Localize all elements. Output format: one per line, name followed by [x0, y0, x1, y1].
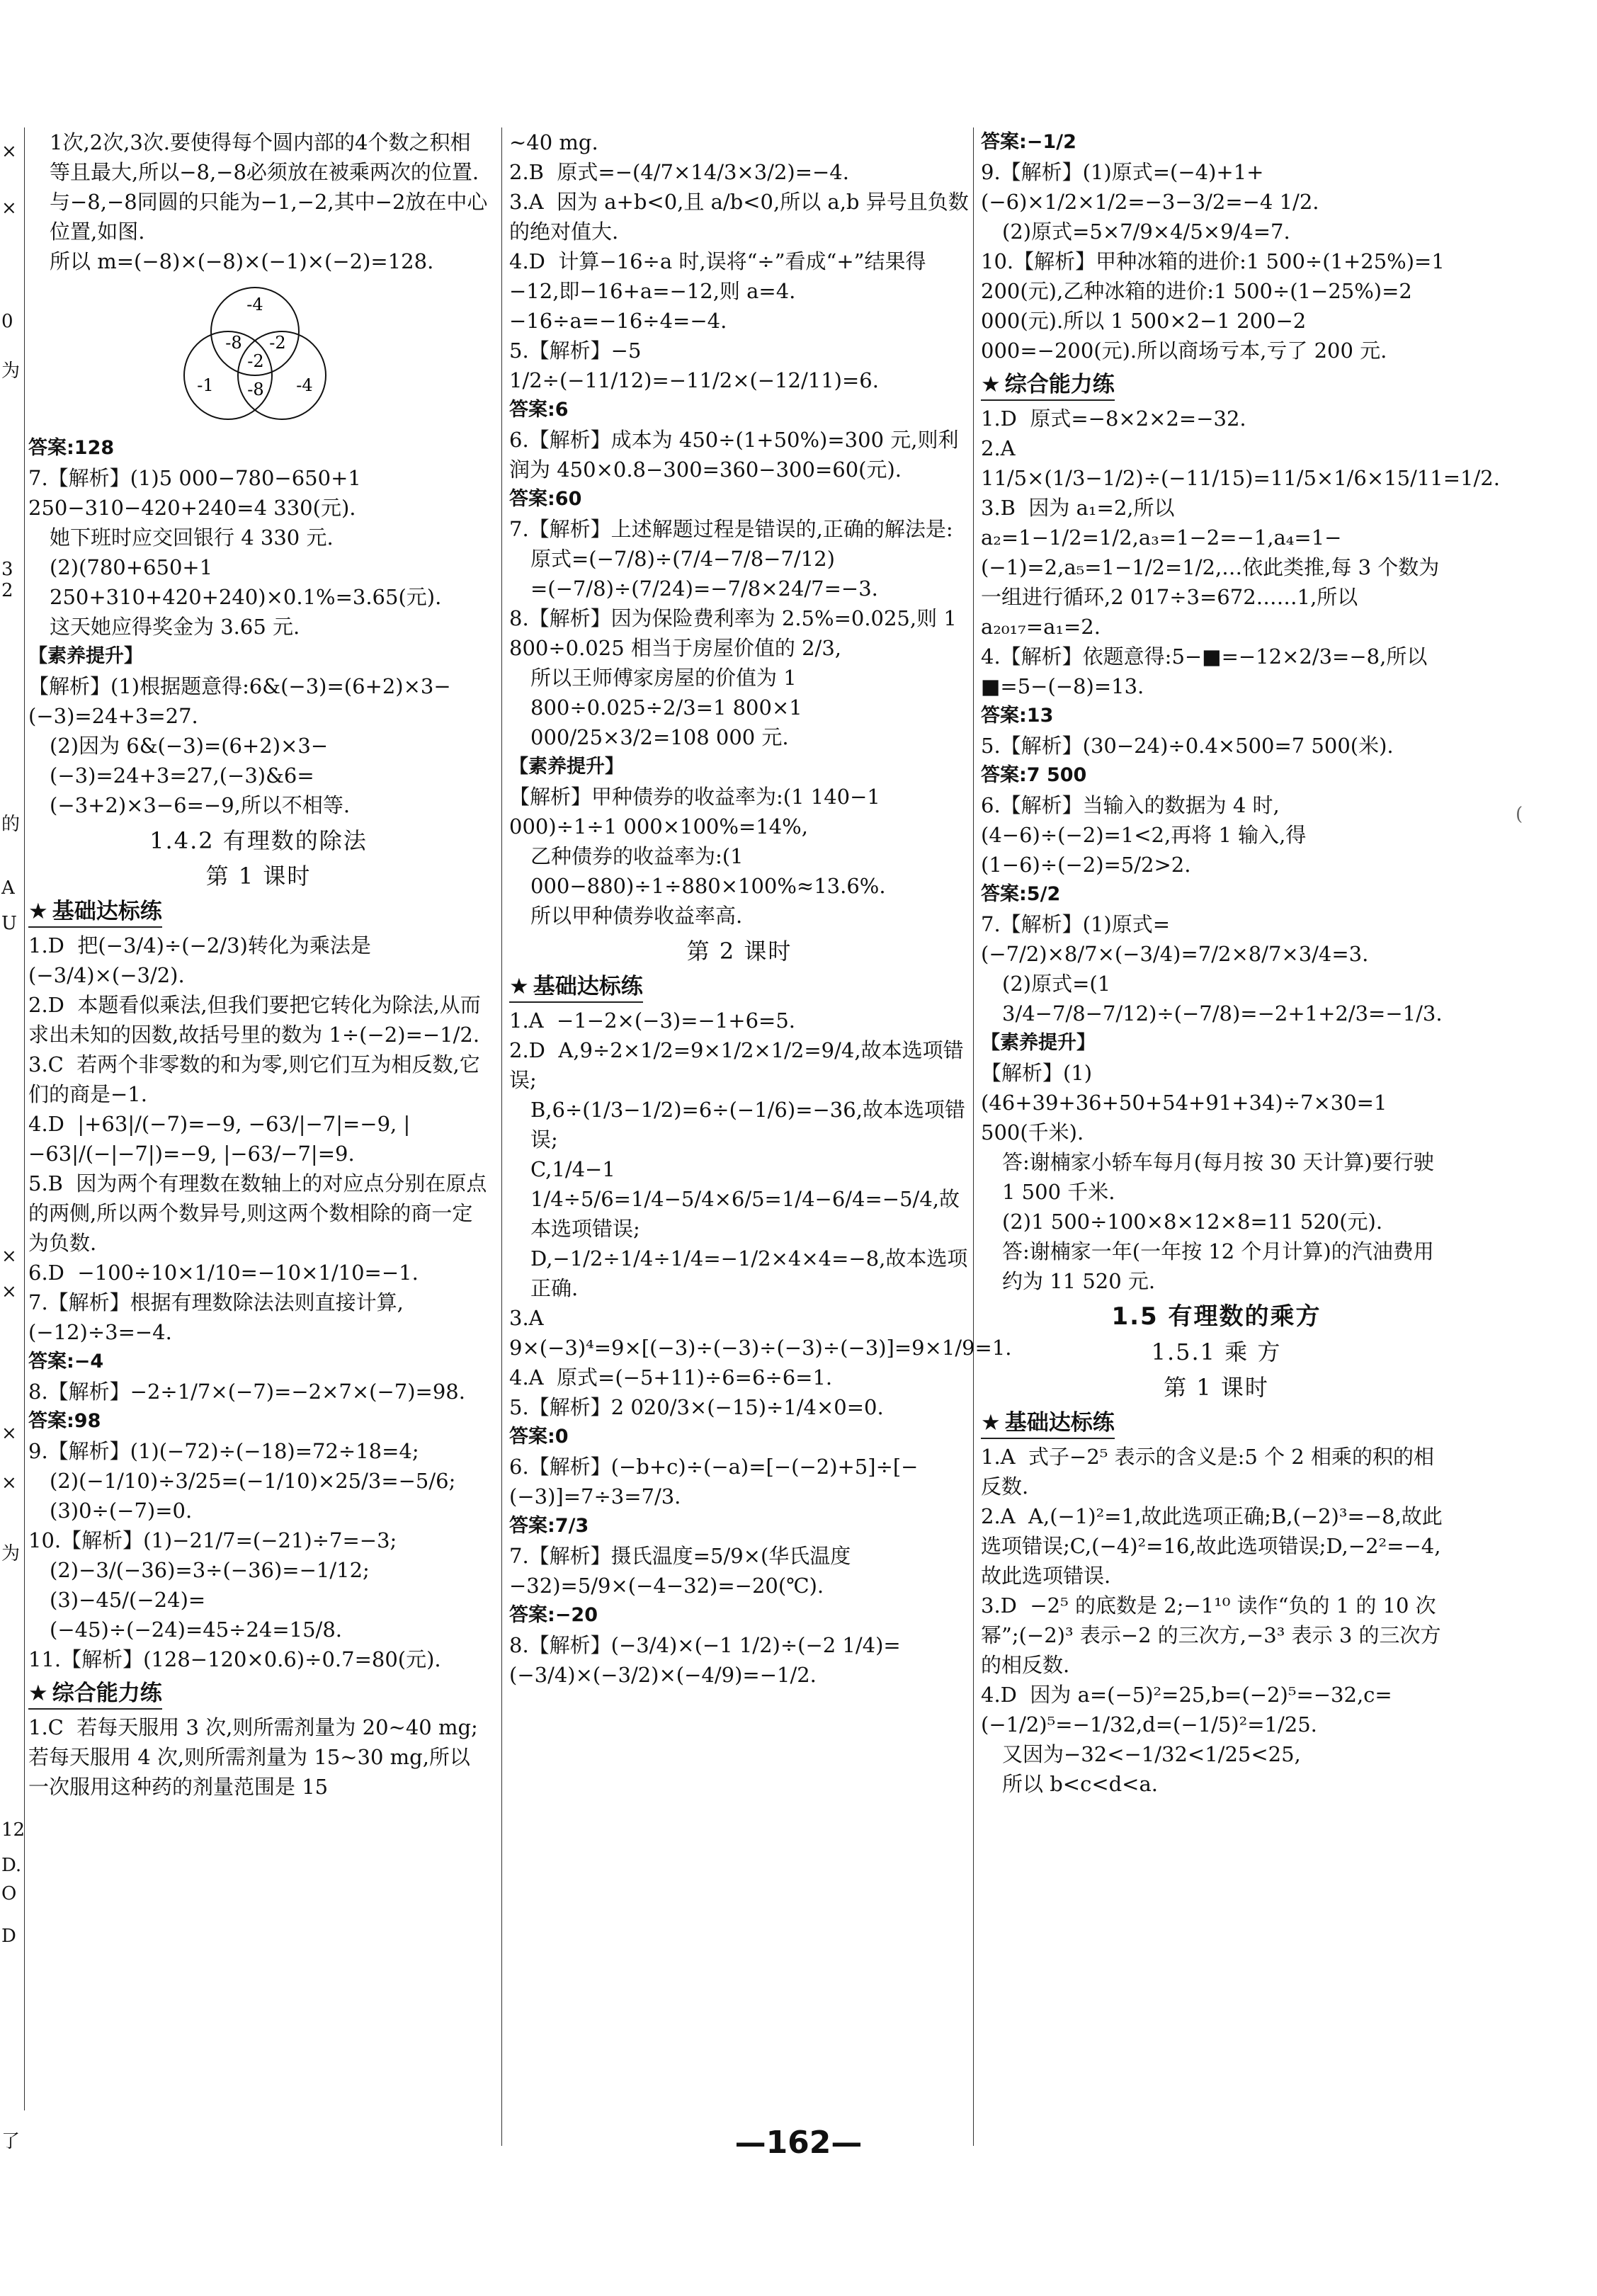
margin-fragment: 2 — [1, 580, 13, 601]
text-line: 3.C 若两个非零数的和为零,则它们互为相反数,它们的商是−1. — [28, 1052, 480, 1106]
chapter-heading: 1.5 有理数的乘方 — [1111, 1302, 1322, 1331]
text-line: 5.【解析】2 020/3×(−15)÷1/4×0=0. — [509, 1395, 884, 1419]
text-line: 1.C 若每天服用 3 次,则所需剂量为 20~40 mg;若每天服用 4 次,则所需剂量为 15~30 mg,所以一次服用这种药的剂量范围是 15 — [28, 1715, 478, 1799]
text-line: 6.【解析】当输入的数据为 4 时,(4−6)÷(−2)=1<2,再将 1 输入,得(1−6)÷(−2)=5/2>2. — [981, 793, 1307, 877]
text-line: 所以甲种债券收益率高. — [530, 904, 743, 928]
answer-line: 答案:13 — [981, 705, 1054, 727]
margin-fragment: U — [1, 913, 17, 934]
star-icon: ★ — [28, 1681, 48, 1706]
answer-line: 答案:−20 — [509, 1604, 598, 1626]
venn-label: -4 — [246, 295, 263, 314]
answer-line: 答案:0 — [509, 1426, 569, 1448]
text-line: 8.【解析】−2÷1/7×(−7)=−2×7×(−7)=98. — [28, 1380, 465, 1404]
text-line: 答:谢楠家一年(一年按 12 个月计算)的汽油费用约为 11 520 元. — [1002, 1239, 1434, 1293]
star-icon: ★ — [28, 899, 48, 924]
text-line: ~40 mg. — [509, 130, 598, 154]
margin-mark: ( — [1516, 804, 1523, 825]
text-line: (2)原式=(1 3/4−7/8−7/12)÷(−7/8)=−2+1+2/3=−1/3. — [1002, 972, 1443, 1025]
section-suyang: 【素养提升】 — [981, 1032, 1096, 1054]
text-line: =(−7/8)÷(7/24)=−7/8×24/7=−3. — [530, 576, 878, 601]
text-line: 5.B 因为两个有理数在数轴上的对应点分别在原点的两侧,所以两个数异号,则这两个数相除的商一定为负数. — [28, 1171, 487, 1255]
text-line: 9.【解析】(1)(−72)÷(−18)=72÷18=4; — [28, 1439, 419, 1463]
margin-fragment: 3 — [1, 559, 13, 580]
star-icon: ★ — [509, 974, 529, 999]
text-line: D,−1/2÷1/4÷1/4=−1/2×4×4=−8,故本选项正确. — [530, 1246, 968, 1300]
margin-fragment: D — [1, 1926, 16, 1947]
text-line: 5.【解析】−5 1/2÷(−11/12)=−11/2×(−12/11)=6. — [509, 339, 879, 392]
text-line: 7.【解析】(1)原式=(−7/2)×8/7×(−3/4)=7/2×8/7×3/4=3. — [981, 912, 1369, 966]
answer-line: 答案:−1/2 — [981, 131, 1076, 153]
text-line: 所以王师傅家房屋的价值为 1 800÷0.025÷2/3=1 800×1 000/25×3/2=108 000 元. — [530, 666, 809, 749]
margin-fragment: × — [1, 141, 17, 162]
answer-line: 答案:7/3 — [509, 1515, 589, 1537]
venn-diagram — [163, 280, 347, 429]
text-line: 所以 m=(−8)×(−8)×(−1)×(−2)=128. — [50, 249, 434, 273]
text-line: B,6÷(1/3−1/2)=6÷(−1/6)=−36,故本选项错误; — [530, 1098, 965, 1152]
answer-line: 答案:5/2 — [981, 883, 1061, 905]
text-line: (2)1 500÷100×8×12×8=11 520(元). — [1002, 1210, 1383, 1234]
margin-fragment: O — [1, 1883, 17, 1904]
text-line: 4.D 计算−16÷a 时,误将“÷”看成“+”结果得−12,即−16+a=−12,则 a=4. −16÷a=−16÷4=−4. — [509, 249, 926, 333]
text-line: (2)(780+650+1 250+310+420+240)×0.1%=3.65(元). — [50, 555, 442, 609]
text-line: 这天她应得奖金为 3.65 元. — [50, 615, 300, 639]
margin-fragment: 了 — [1, 2131, 21, 2152]
column-3 — [973, 127, 1500, 2146]
section-header: ★ 基础达标练 — [28, 897, 162, 928]
text-line: (2)−3/(−36)=3÷(−36)=−1/12; — [50, 1558, 370, 1582]
text-line: 11.【解析】(128−120×0.6)÷0.7=80(元). — [28, 1647, 441, 1671]
text-line: 8.【解析】因为保险费利率为 2.5%=0.025,则 1 800÷0.025 相当于房屋价值的 2/3, — [509, 606, 963, 660]
text-line: 6.D −100÷10×1/10=−10×1/10=−1. — [28, 1261, 419, 1285]
answer-line: 答案:128 — [28, 437, 115, 459]
venn-label: -2 — [269, 333, 286, 353]
text-line: 【解析】(1)(46+39+36+50+54+91+34)÷7×30=1 500(千米). — [981, 1061, 1394, 1144]
margin-fragment: 为 — [1, 1543, 21, 1564]
text-line: 原式=(−7/8)÷(7/4−7/8−7/12) — [530, 547, 835, 571]
venn-label: -2 — [247, 351, 264, 371]
text-line: 又因为−32<−1/32<1/25<25, — [1002, 1742, 1301, 1766]
margin-fragment: × — [1, 1472, 17, 1494]
column-2 — [501, 127, 1012, 2146]
text-line: 【解析】甲种债券的收益率为:(1 140−1 000)÷1÷1 000×100%=14%, — [509, 785, 887, 839]
text-line: 9.【解析】(1)原式=(−4)+1+(−6)×1/2×1/2=−3−3/2=−4 1/2. — [981, 160, 1319, 214]
star-icon: ★ — [981, 372, 1001, 397]
text-line: 1次,2次,3次.要使得每个圆内部的4个数之积相等且最大,所以−8,−8必须放在被乘两次的位置.与−8,−8同圆的只能为−1,−2,其中−2放在中心位置,如图. — [50, 130, 488, 244]
text-line: 她下班时应交回银行 4 330 元. — [50, 525, 334, 550]
text-line: 2.D A,9÷2×1/2=9×1/2×1/2=9/4,故本选项错误; — [509, 1038, 964, 1092]
text-line: (2)原式=5×7/9×4/5×9/4=7. — [1002, 220, 1290, 244]
lesson-subheading: 第 1 课时 — [1164, 1374, 1269, 1401]
text-line: 7.【解析】摄氏温度=5/9×(华氏温度−32)=5/9×(−4−32)=−20(℃). — [509, 1544, 851, 1598]
venn-label: -4 — [296, 375, 313, 395]
text-line: 4.【解析】依题意得:5−■=−12×2/3=−8,所以■=5−(−8)=13. — [981, 644, 1428, 698]
text-line: 6.【解析】成本为 450÷(1+50%)=300 元,则利润为 450×0.8−300=360−300=60(元). — [509, 428, 959, 482]
answer-line: 答案:6 — [509, 399, 569, 421]
star-icon: ★ — [981, 1410, 1001, 1436]
margin-fragment: 0 — [1, 311, 13, 332]
text-line: C,1/4−1 1/4÷5/6=1/4−5/4×6/5=1/4−6/4=−5/4,故本选项错误; — [530, 1157, 960, 1241]
margin-fragment: 的 — [1, 814, 21, 835]
text-line: 4.D 因为 a=(−5)²=25,b=(−2)⁵=−32,c=(−1/2)⁵=−1/32,d=(−1/5)²=1/25. — [981, 1683, 1392, 1737]
margin-fragment: D. — [1, 1855, 22, 1876]
text-line: 1.D 把(−3/4)÷(−2/3)转化为乘法是(−3/4)×(−3/2). — [28, 933, 371, 987]
text-line: 2.A A,(−1)²=1,故此选项正确;B,(−2)³=−8,故此选项错误;C,(−4)²=16,故此选项错误;D,−2²=−4,故此选项错误. — [981, 1504, 1443, 1588]
page-number: —162— — [734, 2125, 863, 2161]
section-header: ★ 基础达标练 — [509, 972, 643, 1003]
lesson-subheading: 第 2 课时 — [686, 938, 792, 965]
margin-fragment: × — [1, 1246, 17, 1267]
margin-fragment: A — [1, 877, 15, 899]
text-line: (2)因为 6&(−3)=(6+2)×3−(−3)=24+3=27,(−3)&6=(−3+2)×3−6=−9,所以不相等. — [50, 734, 351, 817]
lesson-heading: 1.5.1 乘 方 — [1151, 1339, 1282, 1365]
text-line: 3.A 因为 a+b<0,且 a/b<0,所以 a,b 异号且负数的绝对值大. — [509, 190, 969, 244]
text-line: 7.【解析】上述解题过程是错误的,正确的解法是: — [509, 517, 953, 541]
text-line: 答:谢楠家小轿车每月(每月按 30 天计算)要行驶 1 500 千米. — [1002, 1150, 1440, 1204]
text-line: 4.D |+63|/(−7)=−9, −63/|−7|=−9, |−63|/(−|−7|)=−9, |−63/−7|=9. — [28, 1112, 411, 1166]
margin-fragment: × — [1, 1423, 17, 1444]
text-line: 所以 b<c<d<a. — [1002, 1772, 1158, 1796]
text-line: (3)0÷(−7)=0. — [50, 1499, 193, 1523]
answer-line: 答案:98 — [28, 1410, 101, 1432]
section-suyang: 【素养提升】 — [28, 645, 143, 667]
text-line: 3.A 9×(−3)⁴=9×[(−3)÷(−3)÷(−3)÷(−3)]=9×1/9=1. — [509, 1306, 1012, 1360]
lesson-subheading: 第 1 课时 — [205, 863, 312, 890]
text-line: 10.【解析】(1)−21/7=(−21)÷7=−3; — [28, 1528, 397, 1552]
answer-line: 答案:60 — [509, 488, 582, 510]
venn-label: -1 — [197, 375, 214, 395]
lesson-heading: 1.4.2 有理数的除法 — [149, 827, 368, 854]
margin-fragment: 为 — [1, 360, 21, 382]
text-line: 1.A 式子−2⁵ 表示的含义是:5 个 2 相乘的积的相反数. — [981, 1445, 1434, 1499]
text-line: 10.【解析】甲种冰箱的进价:1 500÷(1+25%)=1 200(元),乙种冰箱的进价:1 500÷(1−25%)=2 000(元).所以 1 500×2−1 200−2 000=−200(元).所以商场亏本,亏了 200 元. — [981, 249, 1452, 363]
text-line: 1.A −1−2×(−3)=−1+6=5. — [509, 1008, 795, 1033]
text-line: 3.B 因为 a₁=2,所以 a₂=1−1/2=1/2,a₃=1−2=−1,a₄=1−(−1)=2,a₅=1−1/2=1/2,…依此类推,每 3 个数为一组进行循环,2 017÷3=672……1,所以 a₂₀₁₇=a₁=2. — [981, 496, 1440, 639]
text-line: 7.【解析】(1)5 000−780−650+1 250−310−420+240=4 330(元). — [28, 466, 368, 520]
section-suyang: 【素养提升】 — [509, 756, 624, 778]
margin-fragment: × — [1, 1281, 17, 1302]
left-margin-strip — [0, 127, 25, 2152]
text-line: 7.【解析】根据有理数除法法则直接计算,(−12)÷3=−4. — [28, 1290, 404, 1344]
text-line: (3)−45/(−24)=(−45)÷(−24)=45÷24=15/8. — [50, 1588, 342, 1642]
margin-fragment: × — [1, 198, 17, 219]
text-line: 5.【解析】(30−24)÷0.4×500=7 500(米). — [981, 734, 1394, 758]
answer-line: 答案:7 500 — [981, 764, 1087, 786]
text-line: 8.【解析】(−3/4)×(−1 1/2)÷(−2 1/4)=(−3/4)×(−3/2)×(−4/9)=−1/2. — [509, 1633, 901, 1687]
text-line: 2.B 原式=−(4/7×14/3×3/2)=−4. — [509, 160, 849, 184]
text-line: 乙种债券的收益率为:(1 000−880)÷1÷880×100%≈13.6%. — [530, 844, 886, 898]
section-header: ★ 综合能力练 — [981, 370, 1115, 401]
text-line: 6.【解析】(−b+c)÷(−a)=[−(−2)+5]÷[−(−3)]=7÷3=7/3. — [509, 1455, 919, 1508]
text-line: (2)(−1/10)÷3/25=(−1/10)×25/3=−5/6; — [50, 1469, 456, 1493]
text-line: 2.A 11/5×(1/3−1/2)÷(−11/15)=11/5×1/6×15/11=1/2. — [981, 436, 1500, 490]
venn-label: -8 — [225, 333, 242, 353]
text-line: 4.A 原式=(−5+11)÷6=6÷6=1. — [509, 1365, 833, 1389]
text-line: 3.D −2⁵ 的底数是 2;−1¹⁰ 读作“负的 1 的 10 次幂”;(−2)³ 表示−2 的三次方,−3³ 表示 3 的三次方的相反数. — [981, 1593, 1441, 1677]
text-line: 1.D 原式=−8×2×2=−32. — [981, 407, 1246, 431]
answer-line: 答案:−4 — [28, 1351, 104, 1373]
margin-fragment: 12 — [1, 1819, 25, 1841]
section-header: ★ 综合能力练 — [28, 1678, 162, 1710]
text-line: 【解析】(1)根据题意得:6&(−3)=(6+2)×3−(−3)=24+3=27. — [28, 674, 451, 728]
section-header: ★ 基础达标练 — [981, 1408, 1115, 1439]
column-1 — [28, 127, 489, 1802]
text-line: 2.D 本题看似乘法,但我们要把它转化为除法,从而求出未知的因数,故括号里的数为 1÷(−2)=−1/2. — [28, 993, 481, 1047]
venn-label: -8 — [247, 380, 264, 399]
